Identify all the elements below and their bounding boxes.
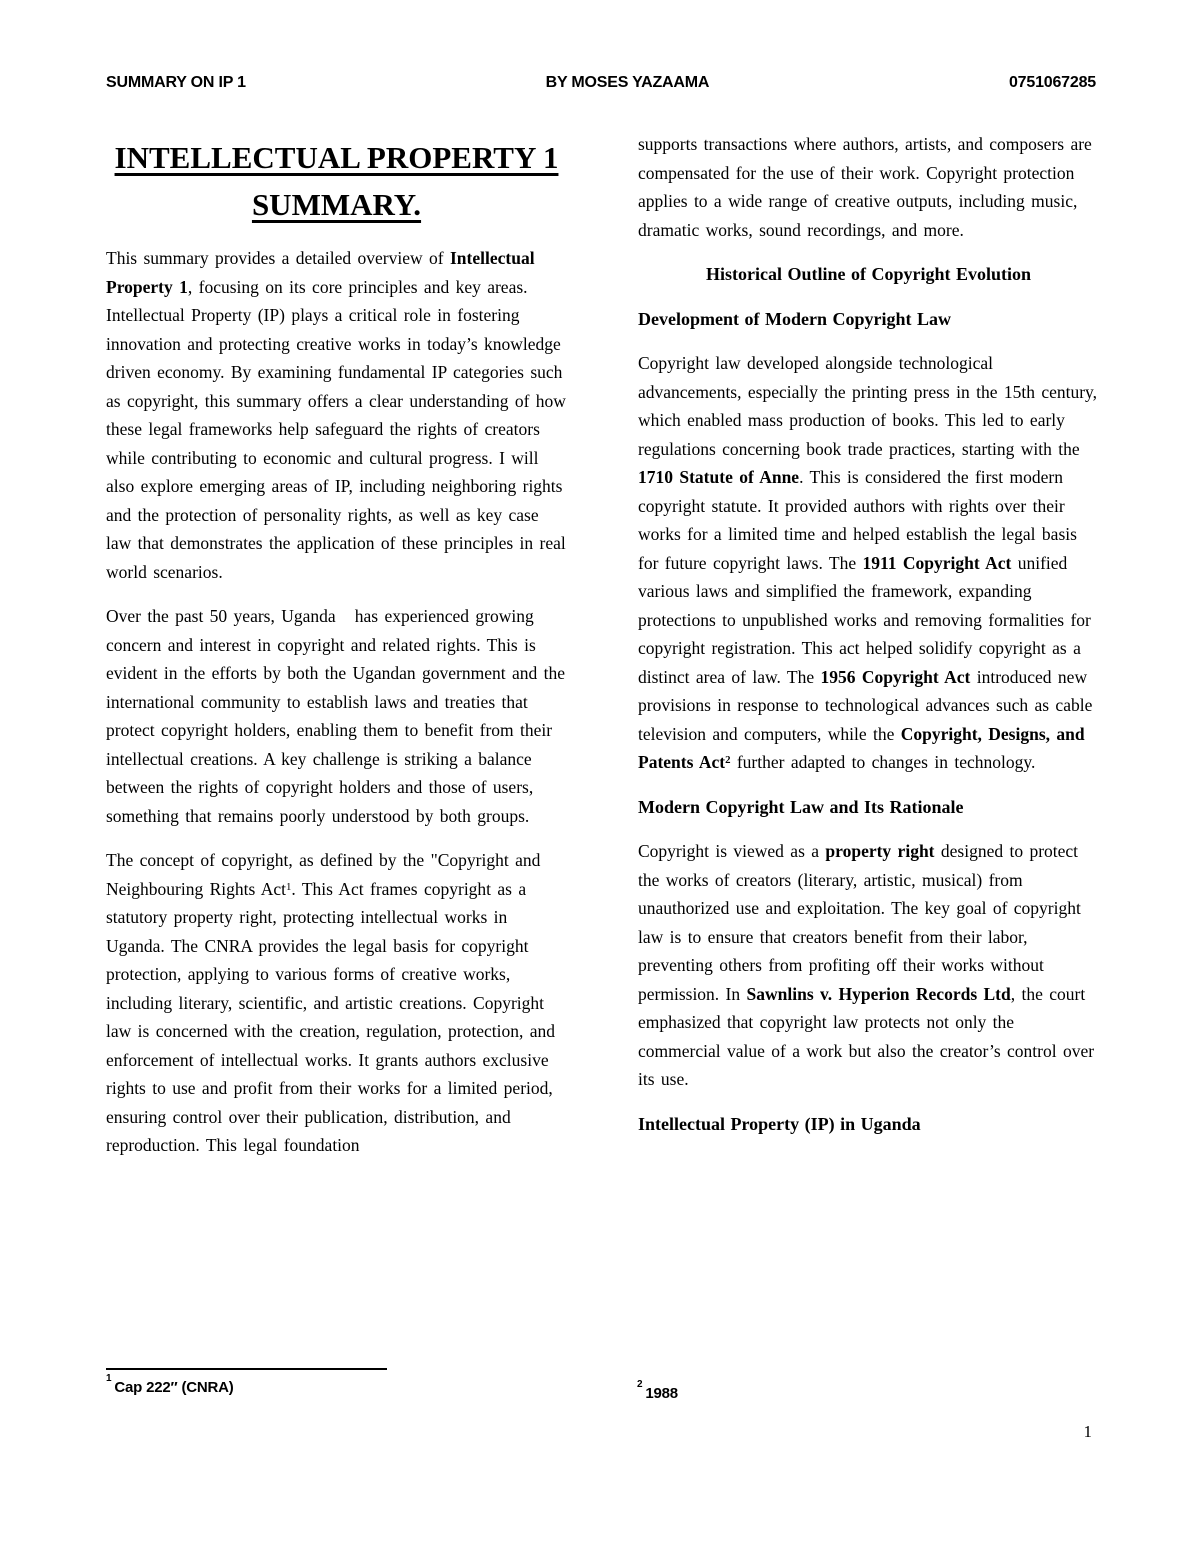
text-run: unified various laws and simplified the framework, expanding protections to unpublished works and removing formalities for copyright registration. This act helped solidify copyright as a distinct area of law. The <box>638 552 1091 687</box>
text-run: The concept of copyright, as defined by the "Copyright and Neighbouring Rights Act <box>106 850 541 899</box>
section-heading <box>638 305 1099 334</box>
text-run: , the court emphasized that copyright law protects not only the commercial value of a work but also the creator’s control over its use. <box>638 983 1095 1089</box>
text-run: Over the past 50 years, Uganda has experienced growing concern and interest in copyright and related rights. This is evident in the efforts by both the Ugandan government and the international community to establish laws and treaties that protect copyright holders, enabling them to benefit from their intellectual creations. A key challenge is striking a balance between the rights of copyright holders and those of users, something that remains poorly understood by both groups. <box>106 606 566 826</box>
text-run: property right <box>825 841 935 861</box>
text-run: Copyright, Designs, and Patents Act <box>638 723 1085 772</box>
text-run: Historical Outline of Copyright Evolution <box>705 264 1031 284</box>
paragraph <box>106 244 567 586</box>
header-center-text: BY MOSES YAZAAMA <box>545 74 710 91</box>
footnote-2 <box>637 1379 1097 1402</box>
section-heading <box>638 793 1099 822</box>
text-run: . This Act frames copyright as a statutory property right, protecting intellectual works in Uganda. The CNRA provides the legal basis for copyright protection, applying to various forms of creative works, including literary, scientific, and artistic creations. Copyright law is concerned with the creation, regulation, protection, and enforcement of intellectual works. It grants authors exclusive rights to use and profit from their works for a limited period, ensuring control over their publication, distribution, and reproduction. This legal foundation <box>106 878 555 1155</box>
text-run: . This is considered the first modern copyright statute. It provided authors with rights over their works for a limited time and helped establish the legal basis for future copyright laws. The <box>638 467 1077 573</box>
paragraph <box>106 846 567 1160</box>
text-run: Sawnlins v. Hyperion Records Ltd <box>746 983 1011 1004</box>
footnote-1-text: Cap 222″ (CNRA) <box>114 1379 234 1396</box>
text-run: introduced new provisions in response to technological advances such as cable television and computers, while the <box>638 666 1093 744</box>
footnote-ref: 2 <box>725 754 731 767</box>
section-heading <box>638 1110 1099 1139</box>
section-heading <box>638 260 1099 289</box>
text-run: Intellectual Property (IP) in Uganda <box>638 1113 921 1134</box>
right-column <box>638 130 1099 1176</box>
text-run: Copyright is viewed as a <box>638 841 826 861</box>
text-run: 1956 Copyright Act <box>820 666 971 687</box>
text-run: further adapted to changes in technology. <box>730 752 1036 772</box>
text-run: Development of Modern Copyright Law <box>638 308 951 329</box>
footnote-2-number: 2 <box>637 1379 643 1390</box>
left-column <box>106 130 567 1176</box>
text-run: 1710 Statute of Anne <box>638 467 800 487</box>
header-right-text: 0751067285 <box>1008 74 1096 91</box>
text-run: Modern Copyright Law and Its Rationale <box>638 796 964 817</box>
document-title-line-1: INTELLECTUAL PROPERTY 1 <box>114 140 559 175</box>
document-title-line-2: SUMMARY. <box>251 187 422 222</box>
right-column-text <box>638 130 1099 1138</box>
page-header <box>106 74 1096 92</box>
text-run: supports transactions where authors, artists, and composers are compensated for the use of their work. Copyright protection applies to a wide range of creative outputs, including music, dramatic works, sound recordings, and more. <box>638 134 1092 240</box>
page-number: 1 <box>1083 1422 1092 1441</box>
text-run: 1911 Copyright Act <box>862 552 1012 573</box>
paragraph <box>638 130 1099 244</box>
document-title <box>106 134 567 228</box>
text-run: Copyright law developed alongside technological advancements, especially the printing press in the 15th century, which enabled mass production of books. This led to early regulations concerning book trade practices, starting with the <box>638 353 1098 459</box>
footnote-ref: 1 <box>285 880 292 893</box>
paragraph <box>106 602 567 830</box>
paragraph <box>638 349 1099 777</box>
footnote-1 <box>106 1368 566 1396</box>
footnote-1-number: 1 <box>106 1373 112 1384</box>
text-run: designed to protect the works of creators (literary, artistic, musical) from unauthorized use and exploitation. The key goal of copyright law is to ensure that creators benefit from their labor, preventing others from profiting off their works without permission. In <box>638 841 1081 1004</box>
two-column-body <box>106 130 1099 1176</box>
paragraph <box>638 837 1099 1094</box>
footnote-2-text: 1988 <box>645 1385 678 1402</box>
header-left-text: SUMMARY ON IP 1 <box>106 74 246 91</box>
text-run: , focusing on its core principles and key areas. Intellectual Property (IP) plays a critical role in fostering innovation and protecting creative works in today’s knowledge driven economy. By examining fundamental IP categories such as copyright, this summary offers a clear understanding of how these legal frameworks help safeguard the rights of creators while contributing to economic and cultural progress. I will also explore emerging areas of IP, including neighboring rights and the protection of personality rights, as well as key case law that demonstrates the application of these principles in real world scenarios. <box>106 276 566 582</box>
left-column-text <box>106 244 567 1160</box>
footnote-separator <box>106 1368 387 1370</box>
text-run: This summary provides a detailed overview of <box>106 248 450 268</box>
text-run: Intellectual Property 1 <box>106 248 535 297</box>
